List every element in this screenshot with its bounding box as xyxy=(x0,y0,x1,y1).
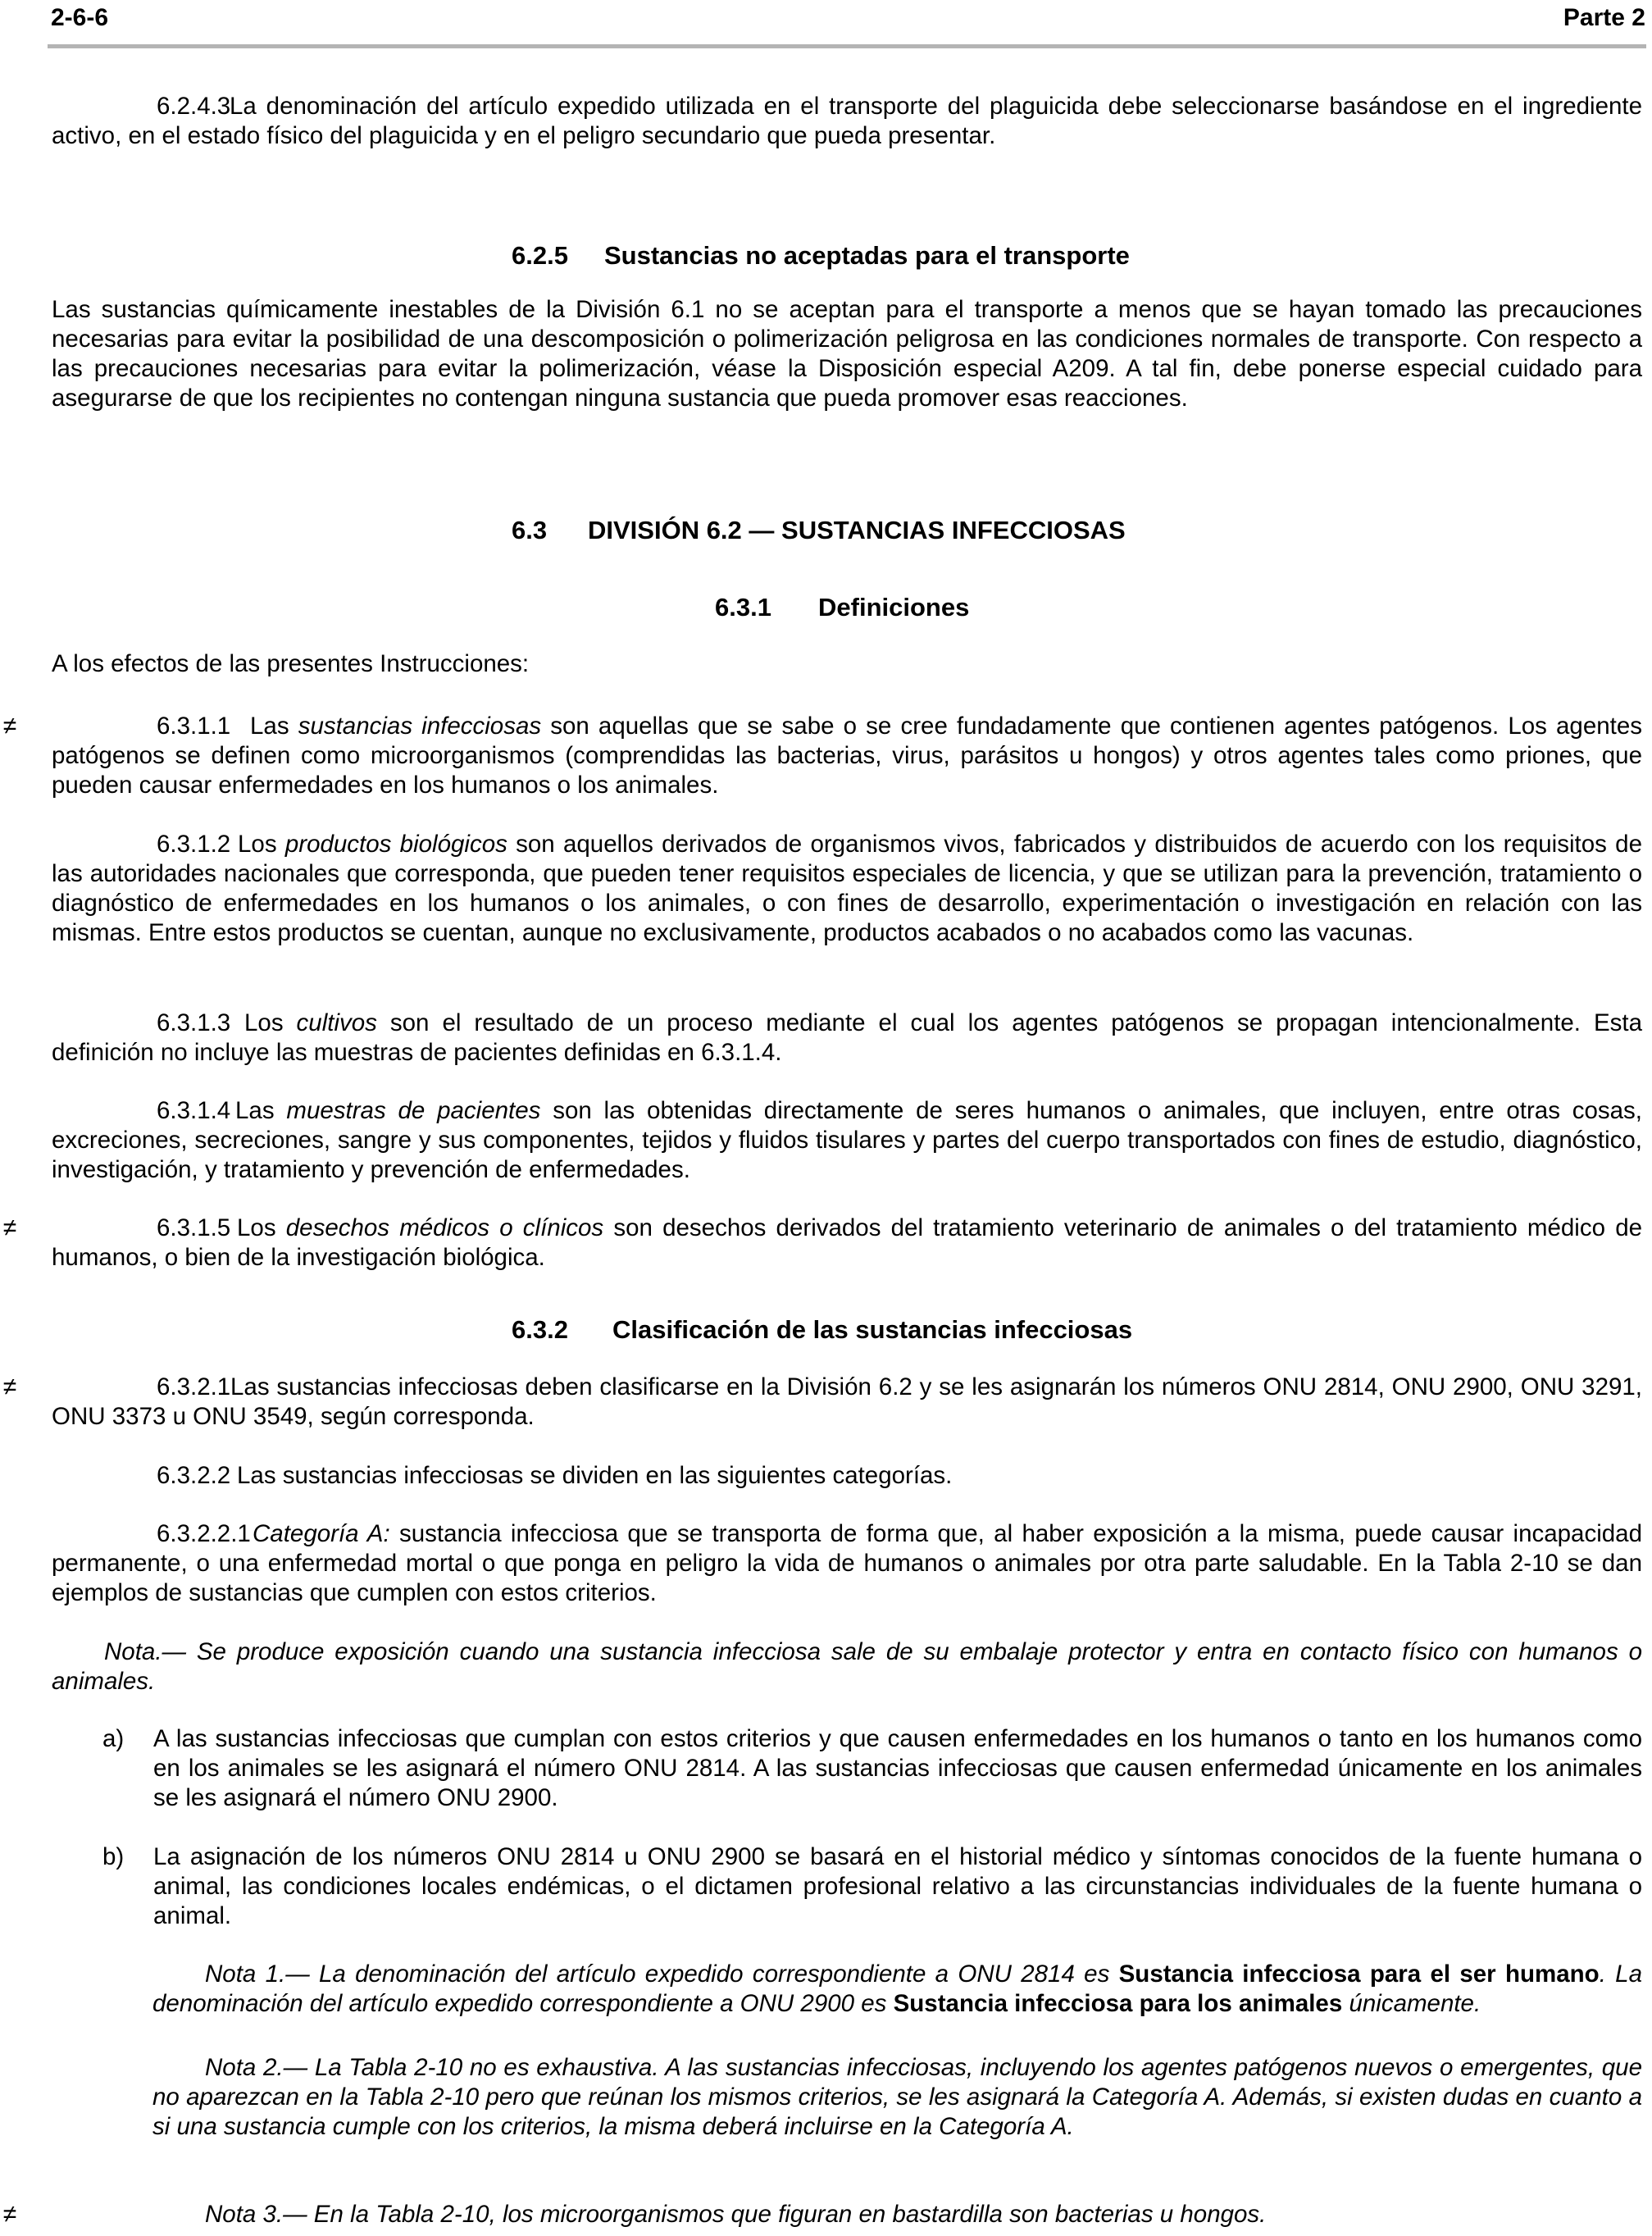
header-rule xyxy=(48,44,1646,48)
note1-part-c: . La denominación del artículo expedido correspondiente a ONU 2900 es xyxy=(152,1960,1642,2017)
text-pre: Los xyxy=(237,1214,286,1241)
defined-term: productos biológicos xyxy=(284,831,507,858)
page-header xyxy=(51,0,1645,36)
note1-bold-2: Sustancia infecciosa para los animales xyxy=(893,1990,1343,2017)
paragraph-text: Las sustancias químicamente inestables de la División 6.1 no se aceptan para el transporte a menos que se hayan tomado las precauciones necesarias para evitar la posibilidad de una descomposición o polimerización peligrosa en las condiciones normales de transporte. Con respecto a las precauciones necesarias para evitar la polimerización, véase la Disposición especial A209. A tal fin, debe ponerse especial cuidado para asegurarse de que los recipientes no contengan ninguna sustancia que pueda promover esas reacciones. xyxy=(52,296,1642,412)
text-post: son el resultado de un proceso mediante el cual los agentes patógenos se propagan intencionalmente. Esta definición no incluye las muestras de pacientes definidas en 6.3.1.4. xyxy=(52,1009,1642,1066)
note-exposure xyxy=(52,1637,1642,1696)
defined-term: cultivos xyxy=(296,1009,377,1036)
defined-term: muestras de pacientes xyxy=(286,1097,541,1124)
text-pre: Los xyxy=(238,831,285,858)
section-heading-6-3-1 xyxy=(715,592,969,623)
text-post: son aquellos derivados de organismos vivos, fabricados y distribuidos de acuerdo con los requisitos de las autoridades nacionales que corresponda, que pueden tener requisitos especiales de licencia, y que se utilizan para la prevención, tratamiento o diagnóstico de enfermedades en los humanos o los animales, o con fines de desarrollo, experimentación o investigación en relación con las mismas. Entre estos productos se cuentan, aunque no exclusivamente, productos acabados o no acabados como las vacunas. xyxy=(52,831,1642,946)
list-text: A las sustancias infecciosas que cumplan con estos criterios y que causen enfermedades en los humanos o tanto en los humanos como en los animales se les asignará el número ONU 2814. A las sustancias infecciosas que causen enfermedad únicamente en los animales se les asignará el número ONU 2900. xyxy=(153,1725,1642,1811)
definition-6-3-1-2 xyxy=(52,830,1642,948)
paragraph-6-3-2-2 xyxy=(52,1461,1642,1491)
list-item-a xyxy=(102,1724,1642,1813)
definitions-intro xyxy=(52,649,1642,679)
text-post: son aquellas que se sabe o se cree fundadamente que contienen agentes patógenos. Los agentes patógenos se definen como microorganismos (comprendidas las bacterias, virus, parásitos u hongos) y otros agentes tales como priones, que pueden causar enfermedades en los humanos o los animales. xyxy=(52,713,1642,799)
list-item-b xyxy=(102,1842,1642,1931)
note1-part-e: únicamente. xyxy=(1342,1990,1481,2017)
defined-term: sustancias infecciosas xyxy=(298,713,542,740)
text-post: son las obtenidas directamente de seres humanos o animales, que incluyen, entre otras cosas, excreciones, secreciones, sangre y sus componentes, tejidos y fluidos tisulares y partes del cuerpo transportados con fines de estudio, diagnóstico, investigación, y tratamiento y prevención de enfermedades. xyxy=(52,1097,1643,1183)
text-pre: Las xyxy=(235,1097,287,1124)
definition-6-3-1-1 xyxy=(52,712,1642,800)
paragraph-number: 6.3.1.2 xyxy=(157,831,231,858)
text-post: son desechos derivados del tratamiento veterinario de animales o del tratamiento médico de humanos, o bien de la investigación biológica. xyxy=(52,1214,1643,1271)
section-title: Sustancias no aceptadas para el transporte xyxy=(604,241,1130,270)
paragraph-number: 6.3.2.1 xyxy=(157,1373,231,1400)
page-number: 2-6-6 xyxy=(51,4,109,31)
paragraph-text: sustancia infecciosa que se transporta de forma que, al haber exposición a la misma, puede causar incapacidad permanente, o una enfermedad mortal o que ponga en peligro la vida de humanos o animales por otra parte saludable. En la Tabla 2-10 se dan ejemplos de sustancias que cumplen con estos criterios. xyxy=(52,1520,1642,1606)
section-number: 6.3 xyxy=(512,516,548,544)
section-heading-6-3 xyxy=(512,515,1126,546)
paragraph-text: La denominación del artículo expedido utilizada en el transporte del plaguicida debe seleccionarse basándose en el ingrediente activo, en el estado físico del plaguicida y en el peligro secundario que pueda presentar. xyxy=(52,93,1642,149)
paragraph-text: Las sustancias infecciosas se dividen en las siguientes categorías. xyxy=(237,1462,953,1489)
paragraph-number: 6.3.1.1 xyxy=(157,713,231,740)
paragraph-6-2-5 xyxy=(52,295,1642,413)
section-title: Definiciones xyxy=(818,593,970,622)
section-heading-6-2-5 xyxy=(512,240,1130,271)
note-3 xyxy=(152,2200,1642,2229)
section-number: 6.3.2 xyxy=(512,1315,568,1344)
paragraph-number: 6.3.1.5 xyxy=(157,1214,231,1241)
paragraph-text: A los efectos de las presentes Instrucciones: xyxy=(52,650,530,677)
section-title: Clasificación de las sustancias infecciosas xyxy=(612,1315,1133,1344)
definition-6-3-1-3 xyxy=(52,1009,1642,1068)
paragraph-number: 6.3.1.3 xyxy=(157,1009,231,1036)
list-marker: b) xyxy=(102,1843,125,1870)
section-title: DIVISIÓN 6.2 — SUSTANCIAS INFECCIOSAS xyxy=(588,516,1126,544)
note-text: Nota 3.— En la Tabla 2-10, los microorganismos que figuran en bastardilla son bacterias u hongos. xyxy=(205,2201,1267,2228)
paragraph-number: 6.2.4.3 xyxy=(157,93,231,120)
change-mark: ≠ xyxy=(2,713,17,740)
note-text: Nota 2.— La Tabla 2-10 no es exhaustiva. A las sustancias infecciosas, incluyendo los agentes patógenos nuevos o emergentes, que no aparezcan en la Tabla 2-10 pero que reúnan los mismos criterios, se les asignará la Categoría A. Además, si existen dudas en cuanto a si una sustancia cumple con los criterios, la misma deberá incluirse en la Categoría A. xyxy=(152,2054,1642,2140)
category-term: Categoría A: xyxy=(253,1520,390,1547)
defined-term: desechos médicos o clínicos xyxy=(285,1214,604,1241)
part-label: Parte 2 xyxy=(1563,4,1645,31)
note-text: Nota.— Se produce exposición cuando una sustancia infecciosa sale de su embalaje protector y entra en contacto físico con humanos o animales. xyxy=(52,1638,1642,1695)
paragraph-text: Las sustancias infecciosas deben clasificarse en la División 6.2 y se les asignarán los números ONU 2814, ONU 2900, ONU 3291, ONU 3373 u ONU 3549, según corresponda. xyxy=(52,1373,1642,1430)
note-1 xyxy=(152,1960,1642,2019)
paragraph-number: 6.3.2.2 xyxy=(157,1462,231,1489)
paragraph-6-2-4-3 xyxy=(52,92,1642,151)
section-heading-6-3-2 xyxy=(512,1314,1132,1346)
paragraph-number: 6.3.2.2.1 xyxy=(157,1520,251,1547)
paragraph-6-3-2-1 xyxy=(52,1373,1642,1432)
paragraph-number: 6.3.1.4 xyxy=(157,1097,231,1124)
text-pre: Los xyxy=(244,1009,297,1036)
change-mark: ≠ xyxy=(2,1214,17,1241)
paragraph-6-3-2-2-1 xyxy=(52,1519,1642,1608)
note1-part-a: Nota 1.— La denominación del artículo expedido correspondiente a ONU 2814 es xyxy=(205,1960,1119,1988)
list-marker: a) xyxy=(102,1725,125,1752)
section-number: 6.2.5 xyxy=(512,241,568,270)
text-pre: Las xyxy=(250,713,298,740)
section-number: 6.3.1 xyxy=(715,593,771,622)
change-mark: ≠ xyxy=(2,1373,17,1400)
list-text: La asignación de los números ONU 2814 u ONU 2900 se basará en el historial médico y síntomas conocidos de la fuente humana o animal, las condiciones locales endémicas, o el dictamen profesional relativo a las circunstancias individuales de la fuente humana o animal. xyxy=(153,1843,1642,1929)
change-mark: ≠ xyxy=(2,2201,17,2228)
note1-bold-1: Sustancia infecciosa para el ser humano xyxy=(1118,1960,1600,1988)
note-2 xyxy=(152,2053,1642,2142)
definition-6-3-1-4 xyxy=(52,1096,1642,1185)
definition-6-3-1-5 xyxy=(52,1214,1642,1273)
